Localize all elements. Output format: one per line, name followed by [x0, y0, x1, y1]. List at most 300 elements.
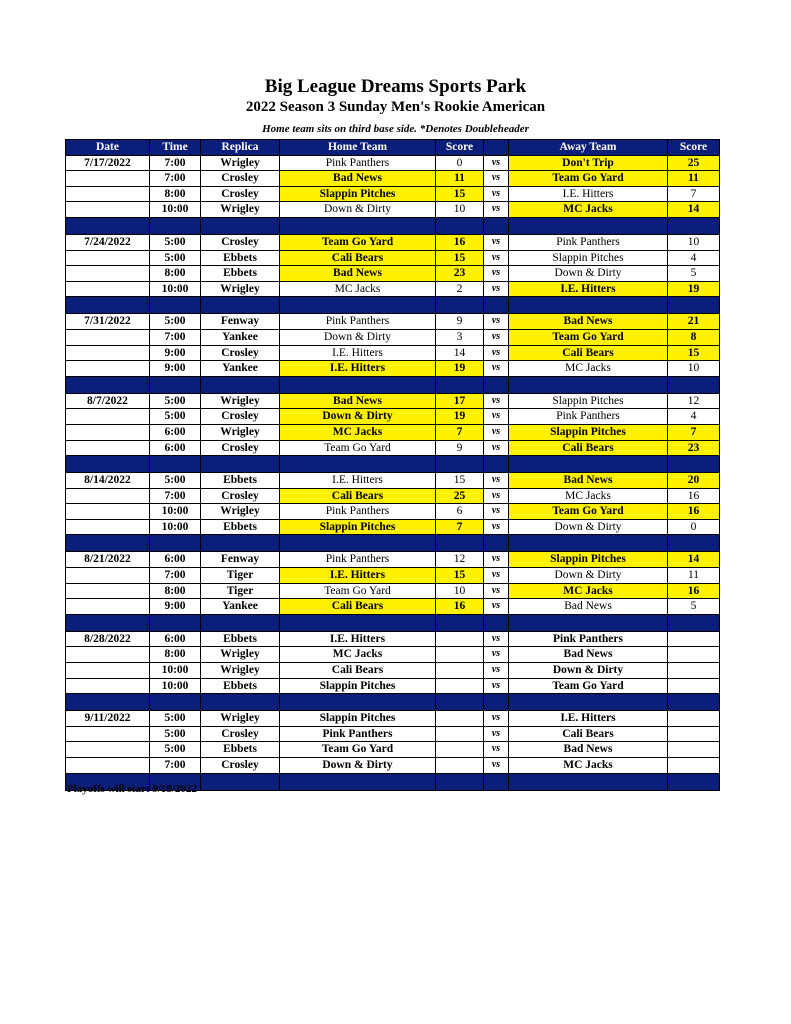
- separator-cell: [201, 535, 280, 552]
- game-date: [66, 663, 150, 679]
- game-time: 5:00: [150, 314, 201, 330]
- game-time: 7:00: [150, 171, 201, 187]
- away-team: Bad News: [509, 647, 668, 663]
- separator-cell: [484, 456, 509, 473]
- away-score: 15: [668, 345, 720, 361]
- vs-label: vs: [484, 504, 509, 520]
- table-row: [66, 234, 720, 250]
- game-date: [66, 281, 150, 297]
- game-time: 7:00: [150, 758, 201, 774]
- week-separator: [66, 614, 720, 631]
- separator-cell: [150, 694, 201, 711]
- col-home-team-header: Home Team: [280, 140, 436, 156]
- away-score: 14: [668, 202, 720, 218]
- away-team: Team Go Yard: [509, 329, 668, 345]
- game-time: 5:00: [150, 711, 201, 727]
- separator-cell: [201, 456, 280, 473]
- away-score: 12: [668, 393, 720, 409]
- home-team: Pink Panthers: [280, 155, 436, 171]
- home-team: Pink Panthers: [280, 314, 436, 330]
- table-row: [66, 599, 720, 615]
- home-score: [436, 631, 484, 647]
- away-score: [668, 711, 720, 727]
- away-score: [668, 647, 720, 663]
- separator-cell: [668, 773, 720, 790]
- vs-label: vs: [484, 599, 509, 615]
- game-field: Tiger: [201, 583, 280, 599]
- table-row: [66, 552, 720, 568]
- separator-cell: [509, 694, 668, 711]
- week-separator: [66, 535, 720, 552]
- away-score: 21: [668, 314, 720, 330]
- game-field: Ebbets: [201, 631, 280, 647]
- game-date: [66, 440, 150, 456]
- away-score: 23: [668, 440, 720, 456]
- separator-cell: [150, 376, 201, 393]
- col-home-score-header: Score: [436, 140, 484, 156]
- home-score: [436, 663, 484, 679]
- away-score: 10: [668, 361, 720, 377]
- game-time: 6:00: [150, 440, 201, 456]
- vs-label: vs: [484, 631, 509, 647]
- home-team: Team Go Yard: [280, 742, 436, 758]
- separator-cell: [668, 297, 720, 314]
- separator-cell: [150, 614, 201, 631]
- away-team: MC Jacks: [509, 202, 668, 218]
- game-date: [66, 171, 150, 187]
- separator-cell: [668, 694, 720, 711]
- away-team: Bad News: [509, 742, 668, 758]
- away-team: Pink Panthers: [509, 631, 668, 647]
- separator-cell: [668, 535, 720, 552]
- away-score: 25: [668, 155, 720, 171]
- home-team: Slappin Pitches: [280, 711, 436, 727]
- game-time: 8:00: [150, 186, 201, 202]
- table-row: [66, 726, 720, 742]
- page-title: Big League Dreams Sports Park: [264, 76, 527, 97]
- game-date: 8/21/2022: [66, 552, 150, 568]
- game-field: Yankee: [201, 361, 280, 377]
- separator-cell: [668, 614, 720, 631]
- away-team: Bad News: [509, 599, 668, 615]
- vs-label: vs: [484, 186, 509, 202]
- home-score: 19: [436, 361, 484, 377]
- home-score: [436, 711, 484, 727]
- game-date: [66, 202, 150, 218]
- table-row: [66, 663, 720, 679]
- separator-cell: [66, 456, 150, 473]
- vs-label: vs: [484, 678, 509, 694]
- separator-cell: [280, 456, 436, 473]
- separator-cell: [668, 456, 720, 473]
- separator-cell: [66, 694, 150, 711]
- away-team: MC Jacks: [509, 488, 668, 504]
- away-team: Down & Dirty: [509, 663, 668, 679]
- separator-cell: [201, 614, 280, 631]
- game-field: Ebbets: [201, 250, 280, 266]
- home-team: MC Jacks: [280, 281, 436, 297]
- separator-cell: [436, 773, 484, 790]
- away-team: Bad News: [509, 473, 668, 489]
- game-date: [66, 329, 150, 345]
- separator-cell: [436, 694, 484, 711]
- game-date: [66, 361, 150, 377]
- table-row: [66, 488, 720, 504]
- game-field: Crosley: [201, 234, 280, 250]
- away-team: I.E. Hitters: [509, 711, 668, 727]
- separator-cell: [201, 376, 280, 393]
- game-field: Ebbets: [201, 519, 280, 535]
- away-score: 4: [668, 250, 720, 266]
- separator-cell: [668, 217, 720, 234]
- game-field: Wrigley: [201, 504, 280, 520]
- away-score: 5: [668, 266, 720, 282]
- table-row: [66, 329, 720, 345]
- away-score: [668, 631, 720, 647]
- game-date: [66, 678, 150, 694]
- vs-label: vs: [484, 519, 509, 535]
- game-time: 9:00: [150, 599, 201, 615]
- home-score: 23: [436, 266, 484, 282]
- separator-cell: [66, 217, 150, 234]
- away-team: Pink Panthers: [509, 234, 668, 250]
- away-score: 16: [668, 488, 720, 504]
- home-team: MC Jacks: [280, 647, 436, 663]
- away-team: Team Go Yard: [509, 504, 668, 520]
- separator-cell: [509, 217, 668, 234]
- col-away-score-header: Score: [668, 140, 720, 156]
- table-row: [66, 171, 720, 187]
- separator-cell: [484, 694, 509, 711]
- table-row: [66, 186, 720, 202]
- home-team: I.E. Hitters: [280, 631, 436, 647]
- vs-label: vs: [484, 552, 509, 568]
- vs-label: vs: [484, 345, 509, 361]
- game-date: 8/28/2022: [66, 631, 150, 647]
- separator-cell: [280, 297, 436, 314]
- vs-label: vs: [484, 409, 509, 425]
- game-field: Crosley: [201, 440, 280, 456]
- vs-label: vs: [484, 250, 509, 266]
- separator-cell: [509, 535, 668, 552]
- away-score: 8: [668, 329, 720, 345]
- game-field: Ebbets: [201, 742, 280, 758]
- away-score: 16: [668, 504, 720, 520]
- game-field: Fenway: [201, 314, 280, 330]
- game-date: [66, 568, 150, 584]
- vs-label: vs: [484, 424, 509, 440]
- separator-cell: [201, 694, 280, 711]
- game-time: 7:00: [150, 329, 201, 345]
- separator-cell: [484, 376, 509, 393]
- vs-label: vs: [484, 488, 509, 504]
- vs-label: vs: [484, 329, 509, 345]
- col-replica-header: Replica: [201, 140, 280, 156]
- week-separator: [66, 297, 720, 314]
- table-row: [66, 519, 720, 535]
- game-field: Crosley: [201, 345, 280, 361]
- separator-cell: [436, 456, 484, 473]
- vs-label: vs: [484, 266, 509, 282]
- away-team: Don't Trip: [509, 155, 668, 171]
- home-score: [436, 742, 484, 758]
- away-score: [668, 742, 720, 758]
- away-team: MC Jacks: [509, 758, 668, 774]
- game-field: Fenway: [201, 552, 280, 568]
- separator-cell: [150, 535, 201, 552]
- table-row: [66, 155, 720, 171]
- home-score: 15: [436, 186, 484, 202]
- game-date: [66, 742, 150, 758]
- game-date: [66, 583, 150, 599]
- table-row: [66, 742, 720, 758]
- vs-label: vs: [484, 758, 509, 774]
- away-team: Slappin Pitches: [509, 552, 668, 568]
- game-date: [66, 758, 150, 774]
- game-date: 7/17/2022: [66, 155, 150, 171]
- home-score: 15: [436, 250, 484, 266]
- away-team: Down & Dirty: [509, 266, 668, 282]
- table-row: [66, 440, 720, 456]
- game-date: [66, 345, 150, 361]
- table-row: [66, 473, 720, 489]
- game-field: Crosley: [201, 758, 280, 774]
- separator-cell: [484, 217, 509, 234]
- vs-label: vs: [484, 171, 509, 187]
- vs-label: vs: [484, 568, 509, 584]
- home-team: Bad News: [280, 266, 436, 282]
- home-score: [436, 678, 484, 694]
- home-score: [436, 758, 484, 774]
- vs-label: vs: [484, 314, 509, 330]
- home-team: MC Jacks: [280, 424, 436, 440]
- home-score: 15: [436, 473, 484, 489]
- home-team: Down & Dirty: [280, 758, 436, 774]
- game-date: [66, 186, 150, 202]
- vs-label: vs: [484, 726, 509, 742]
- table-row: [66, 711, 720, 727]
- home-team: Bad News: [280, 393, 436, 409]
- header-row: [66, 140, 720, 156]
- away-team: Cali Bears: [509, 440, 668, 456]
- vs-label: vs: [484, 583, 509, 599]
- home-score: 7: [436, 424, 484, 440]
- away-score: 11: [668, 568, 720, 584]
- game-field: Crosley: [201, 186, 280, 202]
- table-row: [66, 393, 720, 409]
- home-score: 16: [436, 599, 484, 615]
- home-score: 19: [436, 409, 484, 425]
- away-team: Team Go Yard: [509, 678, 668, 694]
- table-row: [66, 361, 720, 377]
- home-score: 9: [436, 314, 484, 330]
- separator-cell: [509, 773, 668, 790]
- away-team: Slappin Pitches: [509, 424, 668, 440]
- separator-cell: [436, 297, 484, 314]
- separator-cell: [66, 297, 150, 314]
- away-score: 16: [668, 583, 720, 599]
- game-time: 7:00: [150, 568, 201, 584]
- away-score: 0: [668, 519, 720, 535]
- table-row: [66, 504, 720, 520]
- game-field: Ebbets: [201, 473, 280, 489]
- home-team: Pink Panthers: [280, 504, 436, 520]
- home-team: Pink Panthers: [280, 726, 436, 742]
- away-score: 7: [668, 186, 720, 202]
- vs-label: vs: [484, 202, 509, 218]
- separator-cell: [280, 773, 436, 790]
- away-team: Pink Panthers: [509, 409, 668, 425]
- home-score: 10: [436, 202, 484, 218]
- game-time: 10:00: [150, 281, 201, 297]
- separator-cell: [150, 217, 201, 234]
- table-row: [66, 678, 720, 694]
- home-team: Cali Bears: [280, 250, 436, 266]
- separator-cell: [150, 297, 201, 314]
- away-score: [668, 678, 720, 694]
- game-field: Wrigley: [201, 155, 280, 171]
- game-time: 10:00: [150, 678, 201, 694]
- home-score: 15: [436, 568, 484, 584]
- game-time: 5:00: [150, 473, 201, 489]
- game-field: Wrigley: [201, 202, 280, 218]
- separator-cell: [436, 614, 484, 631]
- home-team: Slappin Pitches: [280, 519, 436, 535]
- vs-label: vs: [484, 473, 509, 489]
- game-time: 5:00: [150, 393, 201, 409]
- away-score: 14: [668, 552, 720, 568]
- away-team: Cali Bears: [509, 345, 668, 361]
- vs-label: vs: [484, 155, 509, 171]
- week-separator: [66, 217, 720, 234]
- away-team: Down & Dirty: [509, 568, 668, 584]
- game-date: [66, 409, 150, 425]
- col-away-team-header: Away Team: [509, 140, 668, 156]
- home-team: I.E. Hitters: [280, 568, 436, 584]
- home-team: Bad News: [280, 171, 436, 187]
- table-row: [66, 409, 720, 425]
- away-score: 7: [668, 424, 720, 440]
- playoffs-note: Playoffs will start 9/18/2022: [67, 783, 197, 795]
- away-team: I.E. Hitters: [509, 186, 668, 202]
- separator-cell: [201, 297, 280, 314]
- home-team: Cali Bears: [280, 488, 436, 504]
- away-team: Team Go Yard: [509, 171, 668, 187]
- game-field: Wrigley: [201, 711, 280, 727]
- game-time: 9:00: [150, 345, 201, 361]
- away-score: 11: [668, 171, 720, 187]
- col-date-header: Date: [66, 140, 150, 156]
- separator-cell: [509, 297, 668, 314]
- game-date: [66, 488, 150, 504]
- game-date: 7/24/2022: [66, 234, 150, 250]
- table-row: [66, 647, 720, 663]
- home-score: 14: [436, 345, 484, 361]
- home-score: 3: [436, 329, 484, 345]
- separator-cell: [280, 614, 436, 631]
- game-field: Yankee: [201, 329, 280, 345]
- schedule-note: Home team sits on third base side. *Denotes Doubleheader: [262, 123, 529, 135]
- vs-label: vs: [484, 711, 509, 727]
- col-time-header: Time: [150, 140, 201, 156]
- col-vs-header: [484, 140, 509, 156]
- away-score: [668, 663, 720, 679]
- home-score: 10: [436, 583, 484, 599]
- separator-cell: [509, 376, 668, 393]
- separator-cell: [201, 773, 280, 790]
- away-score: [668, 758, 720, 774]
- game-field: Wrigley: [201, 663, 280, 679]
- game-date: [66, 504, 150, 520]
- table-row: [66, 314, 720, 330]
- game-date: [66, 599, 150, 615]
- away-score: 10: [668, 234, 720, 250]
- game-time: 8:00: [150, 647, 201, 663]
- away-score: 4: [668, 409, 720, 425]
- home-score: 9: [436, 440, 484, 456]
- game-time: 10:00: [150, 519, 201, 535]
- game-time: 5:00: [150, 726, 201, 742]
- home-score: 12: [436, 552, 484, 568]
- home-score: 16: [436, 234, 484, 250]
- away-score: [668, 726, 720, 742]
- table-row: [66, 281, 720, 297]
- home-team: Down & Dirty: [280, 409, 436, 425]
- separator-cell: [668, 376, 720, 393]
- vs-label: vs: [484, 647, 509, 663]
- game-time: 7:00: [150, 488, 201, 504]
- game-date: 8/7/2022: [66, 393, 150, 409]
- table-row: [66, 266, 720, 282]
- away-score: 19: [668, 281, 720, 297]
- game-field: Wrigley: [201, 424, 280, 440]
- game-time: 9:00: [150, 361, 201, 377]
- home-team: Team Go Yard: [280, 440, 436, 456]
- table-row: [66, 568, 720, 584]
- away-team: MC Jacks: [509, 361, 668, 377]
- table-row: [66, 583, 720, 599]
- home-score: 2: [436, 281, 484, 297]
- separator-cell: [436, 535, 484, 552]
- separator-cell: [436, 217, 484, 234]
- game-field: Crosley: [201, 726, 280, 742]
- game-time: 6:00: [150, 631, 201, 647]
- home-team: Down & Dirty: [280, 329, 436, 345]
- home-score: 25: [436, 488, 484, 504]
- separator-cell: [509, 456, 668, 473]
- separator-cell: [280, 376, 436, 393]
- home-team: Team Go Yard: [280, 583, 436, 599]
- away-score: 5: [668, 599, 720, 615]
- away-team: Cali Bears: [509, 726, 668, 742]
- home-score: 7: [436, 519, 484, 535]
- game-field: Tiger: [201, 568, 280, 584]
- game-date: 7/31/2022: [66, 314, 150, 330]
- home-score: 6: [436, 504, 484, 520]
- away-team: Slappin Pitches: [509, 393, 668, 409]
- separator-cell: [280, 217, 436, 234]
- game-field: Crosley: [201, 409, 280, 425]
- home-team: Down & Dirty: [280, 202, 436, 218]
- game-time: 8:00: [150, 583, 201, 599]
- home-score: 11: [436, 171, 484, 187]
- week-separator: [66, 456, 720, 473]
- game-field: Crosley: [201, 488, 280, 504]
- home-team: I.E. Hitters: [280, 345, 436, 361]
- separator-cell: [66, 376, 150, 393]
- vs-label: vs: [484, 663, 509, 679]
- separator-cell: [150, 456, 201, 473]
